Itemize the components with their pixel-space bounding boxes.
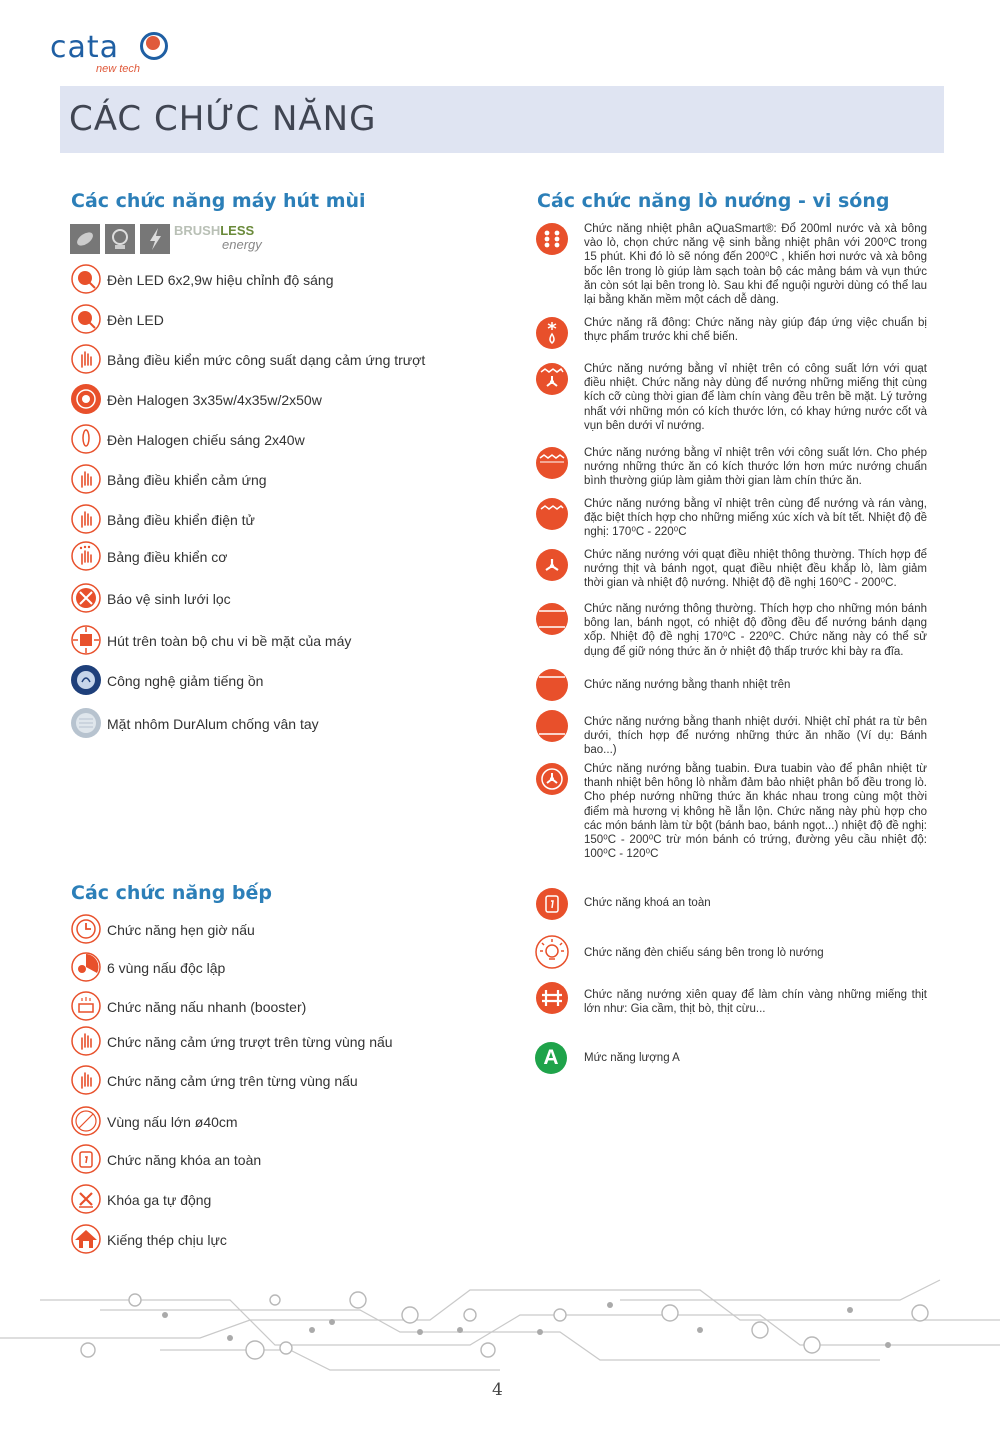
halogen-bulb-icon xyxy=(70,423,102,455)
hob-feature-label: Chức năng hẹn giờ nấu xyxy=(107,922,255,938)
hood-feature-row xyxy=(70,664,510,700)
hood-feature-row xyxy=(70,707,510,743)
page-number: 4 xyxy=(492,1380,503,1400)
power-badge-icon xyxy=(140,224,170,254)
silent-technology-icon xyxy=(70,664,102,696)
turbo-fan-icon xyxy=(535,762,569,796)
zone-slider-hand-icon xyxy=(70,1025,102,1057)
motor-badges xyxy=(70,224,290,254)
brushless-energy-badge xyxy=(174,224,262,252)
hob-feature-row xyxy=(70,1105,510,1141)
electronic-hand-icon xyxy=(70,503,102,535)
oven-feature-text: Chức năng rã đông: Chức năng này giúp đáp ứng việc chuẩn bị thực phẩm trước khi chế biến. xyxy=(584,317,927,344)
hob-feature-row xyxy=(70,990,510,1026)
led-dimmable-icon xyxy=(70,263,102,295)
hob-section-title: Các chức năng bếp xyxy=(71,882,273,904)
hood-feature-row xyxy=(70,540,510,576)
hood-feature-label: Bảng điều khiển cơ xyxy=(107,549,228,565)
hood-feature-row xyxy=(70,624,510,660)
cata-logo xyxy=(50,30,180,80)
motor-badge-icon xyxy=(105,224,135,254)
leaf-badge-icon xyxy=(70,224,100,254)
hob-feature-label: Khóa ga tự động xyxy=(107,1192,212,1208)
hob-feature-label: Chức năng khóa an toàn xyxy=(107,1152,262,1168)
tempered-glass-icon xyxy=(70,1223,102,1255)
hood-feature-row xyxy=(70,463,510,499)
oven-feature-text: Chức năng khoá an toàn xyxy=(584,897,711,909)
hob-feature-row xyxy=(70,1025,510,1061)
range-hood-section-title: Các chức năng máy hút mùi xyxy=(71,190,366,212)
hob-feature-row xyxy=(70,951,510,987)
oven-feature-text: Chức năng nướng bằng vỉ nhiệt trên cùng để nướng và rán vàng, đặc biệt thích hợp cho những miếng xúc xích và bít tết. Nhiệt độ đề nghị: 170⁰C - 220⁰C xyxy=(584,498,927,539)
brushless-brand-word: BRUSH xyxy=(174,223,221,238)
circuit-decoration xyxy=(0,1270,1000,1380)
oven-feature-text: Chức năng nướng bằng tuabin. Đưa tuabin vào để phân nhiệt từ thanh nhiệt bên hông lò nhằm đảm bảo nhiệt phân bố đều trong lò. Cho phép nướng những thức ăn khác nhau trong cùng một thời điểm mà hương vị không hề lẫn lộn. Chức năng này phù hợp cho các món bánh làm từ bột (bánh bao, bánh ngọt...) nhiệt độ đề nghị: 150⁰C - 200⁰C trừ món bánh có trứng, đường yêu cầu nhiệt độ: 100⁰C - 120⁰C xyxy=(584,763,927,861)
hood-feature-row xyxy=(70,503,510,539)
logo-dot-icon xyxy=(146,36,160,50)
hob-feature-label: Vùng nấu lớn ø40cm xyxy=(107,1114,238,1130)
grill-icon xyxy=(535,497,569,531)
energy-class-a-icon: A xyxy=(535,1042,567,1074)
hood-feature-label: Công nghệ giảm tiếng ồn xyxy=(107,673,264,689)
oven-feature-text: Chức năng nướng xiên quay để làm chín vàng những miếng thịt lớn như: Gia cầm, thịt bò, thịt cừu... xyxy=(584,989,927,1016)
hood-feature-label: Báo vệ sinh lưới lọc xyxy=(107,591,231,607)
hood-feature-label: Mặt nhôm DurAlum chống vân tay xyxy=(107,716,319,732)
cooking-zones-icon xyxy=(70,951,102,983)
gas-safety-icon xyxy=(70,1183,102,1215)
halogen-lamp-icon xyxy=(70,383,102,415)
hood-feature-label: Đèn LED 6x2,9w hiệu chỉnh độ sáng xyxy=(107,272,334,288)
hood-feature-row xyxy=(70,303,510,339)
hood-feature-label: Bảng điều khiển điện tử xyxy=(107,512,255,528)
oven-feature-text: Chức năng nướng bằng vỉ nhiệt trên có công suất lớn với quạt điều nhiệt. Chức năng này dùng để nướng những miếng thịt cùng kích cỡ cùng thời gian để làm chín vàng đều trên bề mặt. Lý tưởng nhất với những món có kích thước lớn, có khay hứng nước cốt và vụn bên dưới vỉ nướng. xyxy=(584,363,927,432)
oven-feature-text: Chức năng nướng bằng thanh nhiệt trên xyxy=(584,679,791,691)
grill-fan-icon xyxy=(535,362,569,396)
conventional-icon xyxy=(535,602,569,636)
rotisserie-icon xyxy=(535,981,569,1015)
hob-feature-label: Chức năng cảm ứng trượt trên từng vùng nấu xyxy=(107,1034,393,1050)
hood-feature-row xyxy=(70,582,510,618)
oven-light-icon xyxy=(535,935,569,969)
perimeter-extraction-icon xyxy=(70,624,102,656)
hood-feature-row xyxy=(70,263,510,299)
oven-feature-text: Chức năng nướng bằng vỉ nhiệt trên với công suất lớn. Cho phép nướng những thức ăn có kích thước lớn hơn mức nướng chuẩn bình thường giúp làm giảm thời gian làm chín thức ăn. xyxy=(584,447,927,488)
hood-feature-row xyxy=(70,423,510,459)
oven-feature-text: Chức năng nướng bằng thanh nhiệt dưới. Nhiệt chỉ phát ra từ bên dưới, thích hợp để nướng những thức ăn nhão (Ví dụ: Bánh bao...) xyxy=(584,716,927,757)
hood-feature-row xyxy=(70,383,510,419)
brushless-energy-word: energy xyxy=(222,237,262,252)
oven-feature-text: Chức năng nướng thông thường. Thích hợp cho những món bánh bông lan, bánh ngọt, có nhiệt độ đồng đều để nướng bánh dạng xốp. Nhiệt độ đề nghị 170⁰C - 220⁰C. Chức năng này có thể sử dụng để giữ nóng thức ăn ở nhiệt độ thấp trước khi bày ra đĩa. xyxy=(584,603,927,658)
touch-hand-icon xyxy=(70,463,102,495)
hob-feature-row xyxy=(70,1143,510,1179)
hood-feature-label: Đèn LED xyxy=(107,312,164,328)
hood-feature-label: Hút trên toàn bộ chu vi bề mặt của máy xyxy=(107,633,352,649)
aquasmart-cleaning-icon xyxy=(535,222,569,256)
top-heat-icon xyxy=(535,668,569,702)
hood-feature-label: Bảng điều khiển cảm ứng xyxy=(107,472,267,488)
mechanical-hand-icon xyxy=(70,540,102,572)
hob-feature-row xyxy=(70,1223,510,1259)
large-zone-icon xyxy=(70,1105,102,1137)
slider-touch-hand-icon xyxy=(70,343,102,375)
child-lock-icon xyxy=(70,1143,102,1175)
brushless-less-word: LESS xyxy=(220,223,255,238)
hob-feature-row xyxy=(70,913,510,949)
hob-feature-label: Kiếng thép chịu lực xyxy=(107,1232,227,1248)
zone-touch-hand-icon xyxy=(70,1064,102,1096)
hood-feature-label: Đèn Halogen 3x35w/4x35w/2x50w xyxy=(107,392,322,408)
max-grill-icon xyxy=(535,446,569,480)
logo-tagline: new tech xyxy=(96,63,141,75)
title-banner xyxy=(60,86,944,153)
hood-feature-label: Đèn Halogen chiếu sáng 2x40w xyxy=(107,432,305,448)
oven-section-title: Các chức năng lò nướng - vi sóng xyxy=(537,190,890,212)
oven-feature-text: Mức năng lượng A xyxy=(584,1052,680,1064)
oven-feature-text: Chức năng nướng với quạt điều nhiệt thông thường. Thích hợp để nướng thịt và bánh ngọt, quạt điều nhiệt đều khắp lò, làm giảm thời gian và nhiệt độ nướng. Nhiệt độ đề nghị 160⁰C - 200⁰C. xyxy=(584,549,927,590)
hob-feature-row xyxy=(70,1183,510,1219)
convection-fan-icon xyxy=(535,548,569,582)
oven-feature-text: Chức năng nhiệt phân aQuaSmart®: Đổ 200ml nước và xà bông vào lò, chọn chức năng vệ sinh bằng nhiệt phân với 200⁰C trong 15 phút. Khi đó lò sẽ nóng đến 200⁰C , khiến hơi nước và xà bông bốc lên trong lò giúp làm sạch toàn bộ các mảng bám và vụn thức ăn còn sót lại bên trong lò. Sau khi để nguội người dùng có thể lau lại bằng khăn mềm một cách dễ dàng. xyxy=(584,223,927,307)
led-icon xyxy=(70,303,102,335)
booster-pot-icon xyxy=(70,990,102,1022)
page-title: CÁC CHỨC NĂNG xyxy=(69,99,377,139)
duralum-surface-icon xyxy=(70,707,102,739)
hob-feature-label: Chức năng cảm ứng trên từng vùng nấu xyxy=(107,1073,358,1089)
hob-feature-row xyxy=(70,1064,510,1100)
oven-lock-icon xyxy=(535,887,569,921)
hob-feature-label: 6 vùng nấu độc lập xyxy=(107,960,226,976)
hob-feature-label: Chức năng nấu nhanh (booster) xyxy=(107,999,307,1015)
hood-feature-label: Bảng điều kiển mức công suất dạng cảm ứng trượt xyxy=(107,352,426,368)
hood-feature-row xyxy=(70,343,510,379)
bottom-heat-icon xyxy=(535,709,569,743)
filter-alarm-icon xyxy=(70,582,102,614)
logo-wordmark: cata xyxy=(50,30,120,65)
oven-feature-text: Chức năng đèn chiếu sáng bên trong lò nướng xyxy=(584,947,824,959)
defrost-icon xyxy=(535,316,569,350)
timer-clock-icon xyxy=(70,913,102,945)
